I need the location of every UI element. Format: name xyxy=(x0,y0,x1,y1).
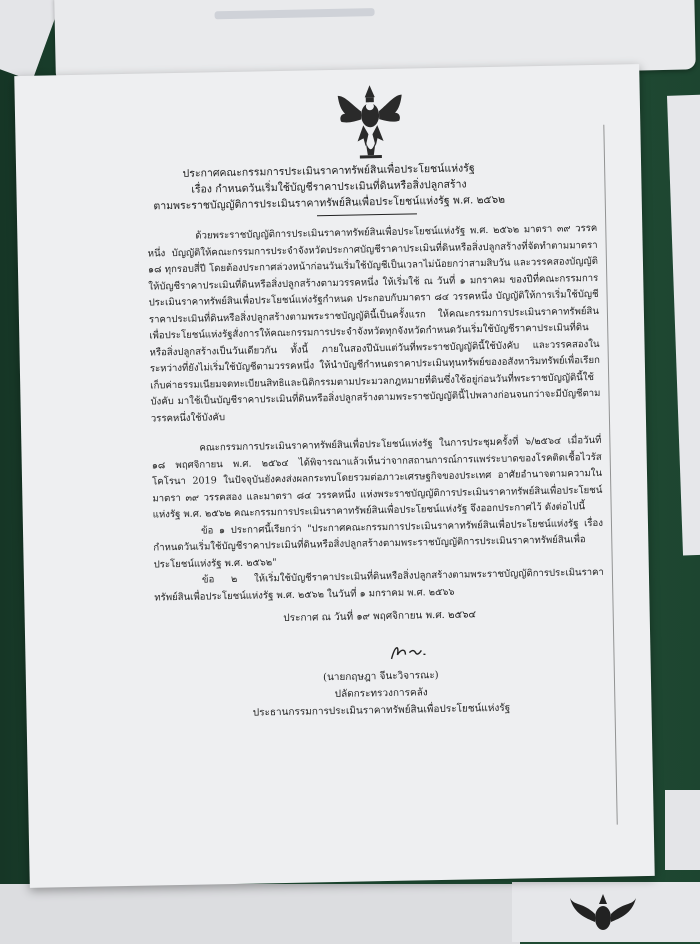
signatory-name: (นายกฤษฎา จีนะวิจารณะ) xyxy=(323,670,439,684)
signatory-committee-role: ประธานกรรมการประเมินราคาทรัพย์สินเพื่อประโยชน์แห่งรัฐ xyxy=(252,702,511,719)
signatory-position: ปลัดกระทรวงการคลัง xyxy=(334,687,428,701)
announcement-date: ประกาศ ณ วันที่ ๑๙ พฤศจิกายน พ.ศ. ๒๕๖๔ xyxy=(283,609,477,625)
document-header-law: ตามพระราชบัญญัติการประเมินราคาทรัพย์สินเพื่อประโยชน์แห่งรัฐ พ.ศ. ๒๕๖๒ xyxy=(153,193,506,213)
garuda-emblem-icon xyxy=(568,888,638,936)
handwritten-signature xyxy=(387,640,427,663)
announcement-document xyxy=(14,64,654,888)
document-header-subject: เรื่อง กำหนดวันเริ่มใช้บัญชีราคาประเมินที่ดินหรือสิ่งปลูกสร้าง xyxy=(191,178,467,196)
background-sheet-corner xyxy=(665,790,700,870)
header-divider xyxy=(317,213,417,216)
paragraph-resolution: คณะกรรมการประเมินราคาทรัพย์สินเพื่อประโยชน์แห่งรัฐ ในการประชุมครั้งที่ ๖/๒๕๖๔ เมื่อวันที่ ๑๘ พฤศจิกายน พ.ศ. ๒๕๖๔ ได้พิจารณาแล้วเห็นว่าจากสถานการณ์การแพร่ระบาดของโรคติดเชื้อไวรัสโคโรนา 2019 ในปัจจุบันยังคงส่งผลกระทบโดยรวมต่อภาวะเศรษฐกิจของประเทศ อาศัยอำนาจตามความในมาตรา ๓๙ วรรคสอง และมาตรา ๘๔ วรรคหนึ่ง แห่งพระราชบัญญัติการประเมินราคาทรัพย์สินเพื่อประโยชน์แห่งรัฐ พ.ศ. ๒๕๖๒ คณะกรรมการประเมินราคาทรัพย์สินเพื่อประโยชน์แห่งรัฐ จึงออกประกาศไว้ ดังต่อไปนี้ xyxy=(151,434,603,521)
background-sheet-bottom xyxy=(0,884,520,944)
document-header-title: ประกาศคณะกรรมการประเมินราคาทรัพย์สินเพื่อประโยชน์แห่งรัฐ xyxy=(182,162,475,180)
paragraph-clause-1: ข้อ ๑ ประกาศนี้เรียกว่า "ประกาศคณะกรรมการประเมินราคาทรัพย์สินเพื่อประโยชน์แห่งรัฐ เรื่อง กำหนดวันเริ่มใช้บัญชีราคาประเมินที่ดินหรือสิ่งปลูกสร้างตามพระราชบัญญัติการประเมินราคาทรัพย์สินเพื่อประโยชน์แห่งรัฐ พ.ศ. ๒๕๖๒" xyxy=(153,517,604,570)
paragraph-preamble: ด้วยพระราชบัญญัติการประเมินราคาทรัพย์สินเพื่อประโยชน์แห่งรัฐ พ.ศ. ๒๕๖๒ มาตรา ๓๙ วรรคหนึ่ง บัญญัติให้คณะกรรมการประจำจังหวัดประกาศบัญชีราคาประเมินที่ดินหรือสิ่งปลูกสร้างที่จัดทำตามมาตรา ๑๘ ทุกรอบสี่ปี โดยต้องประกาศล่วงหน้าก่อนวันเริ่มใช้บัญชีเป็นเวลาไม่น้อยกว่าสามสิบวัน และวรรคสองบัญญัติให้บัญชีราคาประเมินที่ดินหรือสิ่งปลูกสร้างตามวรรคหนึ่ง ให้เริ่มใช้ ณ วันที่ ๑ มกราคม ของปีที่คณะกรรมการประเมินราคาทรัพย์สินเพื่อประโยชน์แห่งรัฐกำหนด ประกอบกับมาตรา ๘๔ วรรคหนึ่ง บัญญัติให้การเริ่มใช้บัญชีราคาประเมินที่ดินหรือสิ่งปลูกสร้างตามพระราชบัญญัตินี้เป็นครั้งแรก ให้คณะกรรมการประเมินราคาทรัพย์สินเพื่อประโยชน์แห่งรัฐสั่งการให้คณะกรรมการประจำจังหวัดทุกจังหวัดกำหนดวันเริ่มใช้บัญชีราคาประเมินที่ดินหรือสิ่งปลูกสร้างเป็นวันเดียวกัน ทั้งนี้ ภายในสองปีนับแต่วันที่พระราชบัญญัตินี้ใช้บังคับ และวรรคสองในระหว่างที่ยังไม่เริ่มใช้บัญชีตามวรรคหนึ่ง ให้นำบัญชีกำหนดราคาประเมินทุนทรัพย์ของอสังหาริมทรัพย์เพื่อเรียกเก็บค่าธรรมเนียมจดทะเบียนสิทธิและนิติกรรมตามประมวลกฎหมายที่ดินซึ่งใช้อยู่ก่อนวันที่พระราชบัญญัตินี้ใช้บังคับ มาใช้เป็นบัญชีราคาประเมินที่ดินหรือสิ่งปลูกสร้างตามพระราชบัญญัตินี้ไปพลางก่อนจนกว่าจะมีบัญชีตามวรรคหนึ่งใช้บังคับ xyxy=(147,222,601,425)
document-body xyxy=(147,221,604,607)
paragraph-clause-2: ข้อ ๒ ให้เริ่มใช้บัญชีราคาประเมินที่ดินหรือสิ่งปลูกสร้างตามพระราชบัญญัติการประเมินราคาทรัพย์สินเพื่อประโยชน์แห่งรัฐ พ.ศ. ๒๕๖๒ ในวันที่ ๑ มกราคม พ.ศ. ๒๕๖๖ xyxy=(154,566,605,603)
garuda-emblem-icon xyxy=(334,83,405,162)
page-fold-line xyxy=(603,125,617,825)
